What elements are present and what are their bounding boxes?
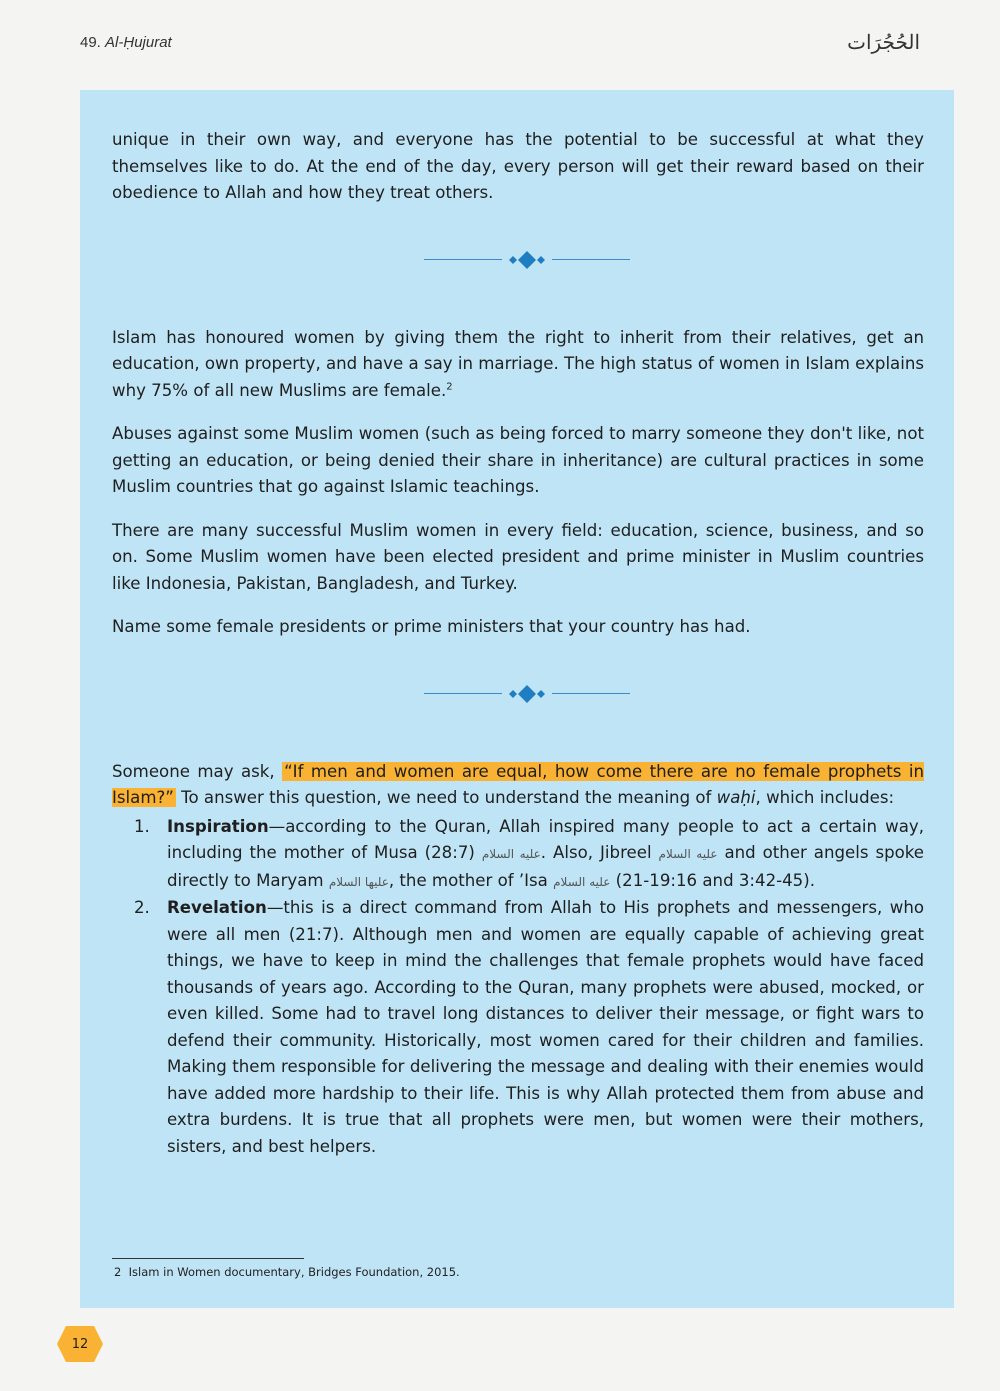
list-term: Inspiration xyxy=(167,816,269,836)
term-wahi: waḥi xyxy=(716,788,756,807)
paragraph-4: There are many successful Muslim women in every field: education, science, business, and so on. Some Muslim women have been elected president and prime minister in Muslim countries like Indonesia, Pakistan, Bangladesh, and Turkey. xyxy=(112,520,924,593)
salutation-icon: عليها السلام xyxy=(328,874,389,889)
salutation-icon: عليه السلام xyxy=(658,847,718,861)
list-text: and other angels spoke directly to Maryam xyxy=(167,843,925,890)
page-number-badge xyxy=(56,1324,104,1364)
page-number: 12 xyxy=(71,1336,89,1352)
list-text: (28:7). Also, Jibreel xyxy=(424,843,659,862)
diamond-ornament-icon xyxy=(504,249,550,271)
wahi-list xyxy=(112,814,924,1161)
list-text: , the mother of ’Isa xyxy=(388,870,554,890)
section-divider-1 xyxy=(112,245,924,275)
running-header xyxy=(80,34,172,51)
list-item xyxy=(112,895,924,1160)
list-text: (19:16-21 and 3:42-45). xyxy=(610,870,815,890)
page-content xyxy=(112,127,924,1160)
list-text: —this is a direct command from Allah to His prophets and messengers, who were all men (21:7). Although men and women are equally capable of achieving great things, we have to keep in mind the challenges that female prophets would have faced thousands of years ago. According to the Quran, many prophets were abused, mocked, or even killed. Some had to travel long distances to deliver their message, or fight wars to defend their community. Historically, most women cared for their children and families. Making them responsible for delivering the message and dealing with their enemies would have added more hardship to their life. This is why Allah protected them from abuse and extra burdens. It is true that all prophets were men, but women were their mothers, sisters, and best helpers. xyxy=(167,898,924,1156)
diamond-ornament-icon xyxy=(504,683,550,705)
chapter-name: Al-Ḥujurat xyxy=(105,34,172,51)
list-number: 2. xyxy=(134,898,150,917)
divider-line xyxy=(424,693,502,694)
footnote-text: Islam in Women documentary, Bridges Foundation, 2015. xyxy=(128,1265,460,1279)
list-term: Revelation xyxy=(167,898,267,917)
paragraph-2-text: Islam has honoured women by giving them the right to inherit from their relatives, get an education, own property, and have a say in marriage. The high status of women in Islam explains why 75% of all new Muslims are female. xyxy=(112,327,924,400)
salutation-icon: عليه السلام xyxy=(553,874,611,889)
paragraph-3: Abuses against some Muslim women (such as being forced to marry someone they don't like, not getting an education, or being denied their share in inheritance) are cultural practices in some Muslim countries that go against Islamic teachings. xyxy=(112,424,924,496)
footnote xyxy=(114,1265,460,1279)
list-text: —according to the Quran, Allah inspired many people to act a certain way, including the mother of Musa xyxy=(167,816,924,862)
list-number: 1. xyxy=(134,816,150,836)
arabic-chapter-title: الحُجُرَات xyxy=(847,30,920,54)
divider-line xyxy=(552,693,630,694)
section-divider-2 xyxy=(112,679,924,709)
p6-rest: To answer this question, we need to understand the meaning of xyxy=(175,788,717,807)
list-item xyxy=(112,814,924,896)
footnote-ref[interactable]: 2 xyxy=(446,380,453,392)
p6-lead: Someone may ask, xyxy=(112,761,283,781)
footnote-number: 2 xyxy=(114,1265,122,1279)
salutation-icon: عليه السلام xyxy=(481,847,541,861)
footnote-rule xyxy=(112,1258,304,1259)
divider-line xyxy=(552,259,630,260)
paragraph-5: Name some female presidents or prime ministers that your country has had. xyxy=(112,617,751,636)
chapter-number: 49. xyxy=(80,34,101,51)
p6-end: , which includes: xyxy=(755,788,895,807)
divider-line xyxy=(424,259,502,260)
highlighted-question: “If men and women are equal, how come there are no female prophets in Islam?” xyxy=(112,761,924,807)
paragraph-6 xyxy=(112,759,924,812)
paragraph-1: unique in their own way, and everyone has the potential to be successful at what they themselves like to do. At the end of the day, every person will get their reward based on their obedience to Allah and how they treat others. xyxy=(112,130,924,202)
paragraph-2 xyxy=(112,325,924,405)
